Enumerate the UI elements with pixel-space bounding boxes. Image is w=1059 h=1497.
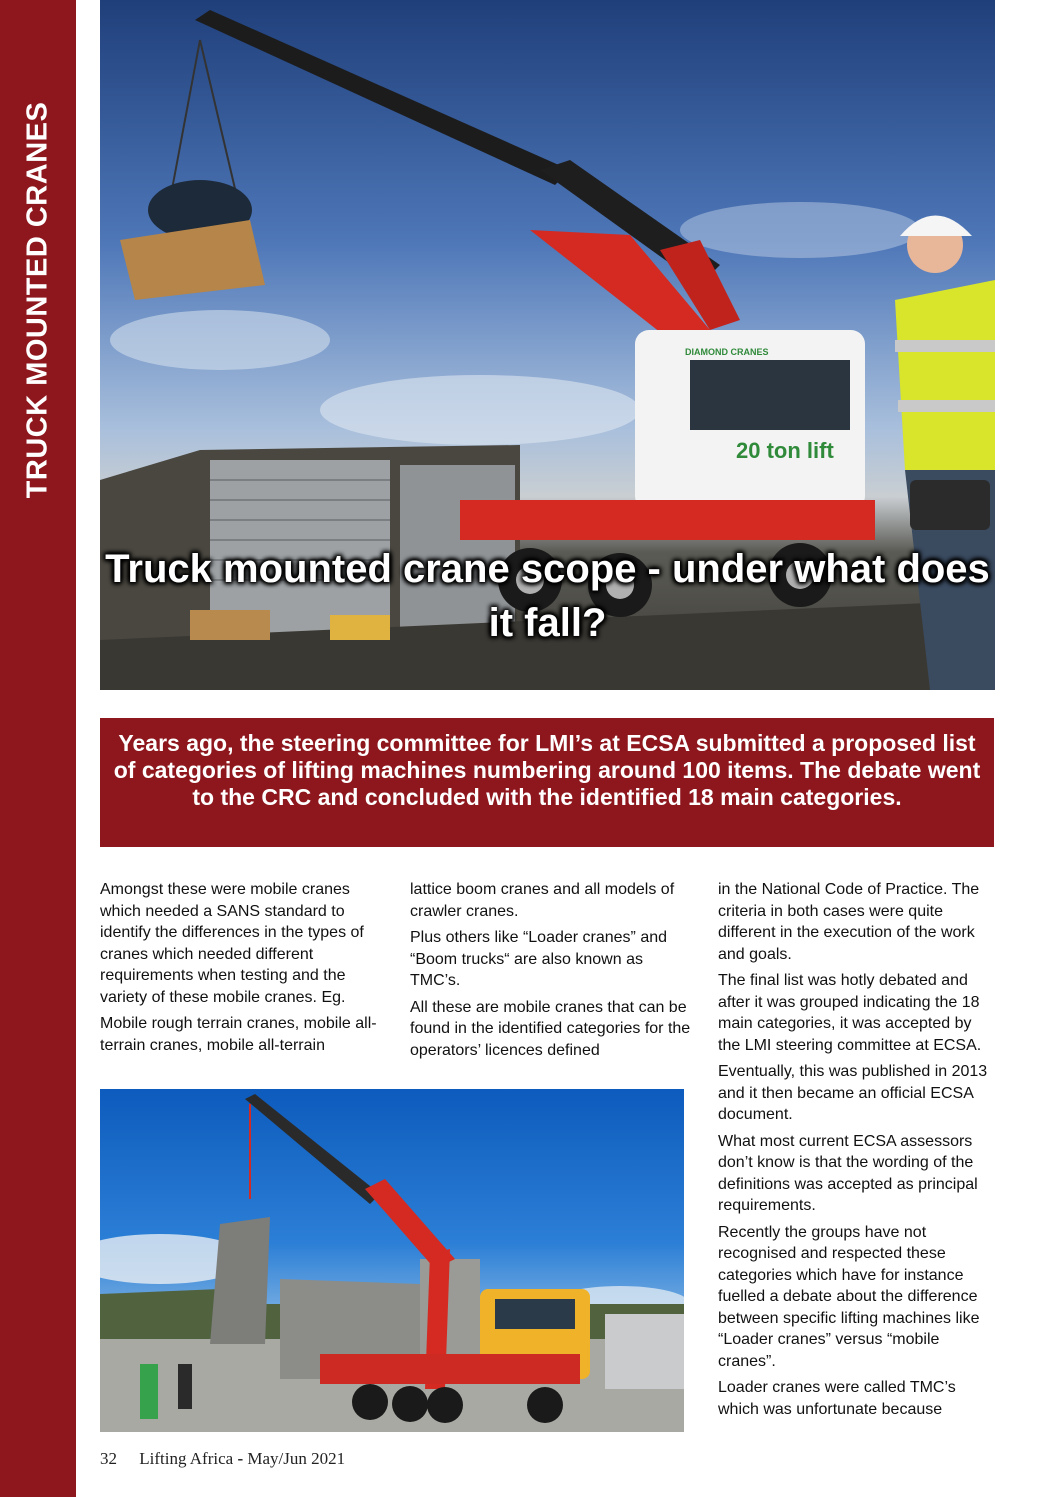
crane-photo: [100, 1089, 684, 1432]
issue-date: May/Jun 2021: [247, 1449, 346, 1468]
page-number: 32: [100, 1449, 117, 1468]
article-column-2: [410, 879, 695, 1066]
truck-brand-label: DIAMOND CRANES: [685, 347, 769, 357]
paragraph: Loader cranes were called TMC’s which was unfortunate because: [718, 1379, 956, 1418]
paragraph: lattice boom cranes and all models of crawler cranes.: [410, 881, 675, 920]
paragraph: in the National Code of Practice. The criteria in both cases were quite different in the execution of the work and goals.: [718, 881, 980, 963]
article-column-3: [718, 879, 993, 1425]
hero-photo: [100, 0, 995, 690]
article-column-1: [100, 879, 385, 1061]
paragraph: The final list was hotly debated and after it was grouped indicating the 18 main categories, it was accepted by the LMI steering committee at ECSA.: [718, 972, 982, 1054]
truck-door-label: 20 ton lift: [736, 438, 834, 463]
article-headline: Truck mounted crane scope - under what does it fall?: [105, 547, 990, 645]
page-footer: [100, 1449, 345, 1469]
article-lead: Years ago, the steering committee for LMI’s at ECSA submitted a proposed list of categories of lifting machines numbering around 100 items. The debate went to the CRC and concluded with the identified 18 main categories.: [100, 718, 994, 847]
paragraph: Recently the groups have not recognised and respected these categories which have for instance fuelled a debate about the difference between specific lifting machines like “Loader cranes” versus “mobile cranes”.: [718, 1223, 980, 1370]
section-title: TRUCK MOUNTED CRANES: [21, 101, 54, 499]
crane-photo-illustration: [100, 1089, 684, 1432]
paragraph: Eventually, this was published in 2013 and it then became an official ECSA document.: [718, 1063, 988, 1123]
section-side-band: [0, 0, 76, 1497]
paragraph: Mobile rough terrain cranes, mobile all-terrain cranes, mobile all-terrain: [100, 1015, 377, 1054]
paragraph: All these are mobile cranes that can be found in the identified categories for the operators’ licences defined: [410, 998, 691, 1059]
paragraph: Amongst these were mobile cranes which needed a SANS standard to identify the differences in the types of cranes which needed different requirements when testing and the variety of these mobile cranes. Eg.: [100, 881, 364, 1006]
paragraph: What most current ECSA assessors don’t know is that the wording of the definitions was accepted as principal requirements.: [718, 1132, 978, 1214]
paragraph: Plus others like “Loader cranes” and “Boom trucks“ are also known as TMC’s.: [410, 929, 668, 989]
footer-separator: -: [237, 1449, 244, 1468]
publication-name: Lifting Africa: [139, 1449, 234, 1468]
